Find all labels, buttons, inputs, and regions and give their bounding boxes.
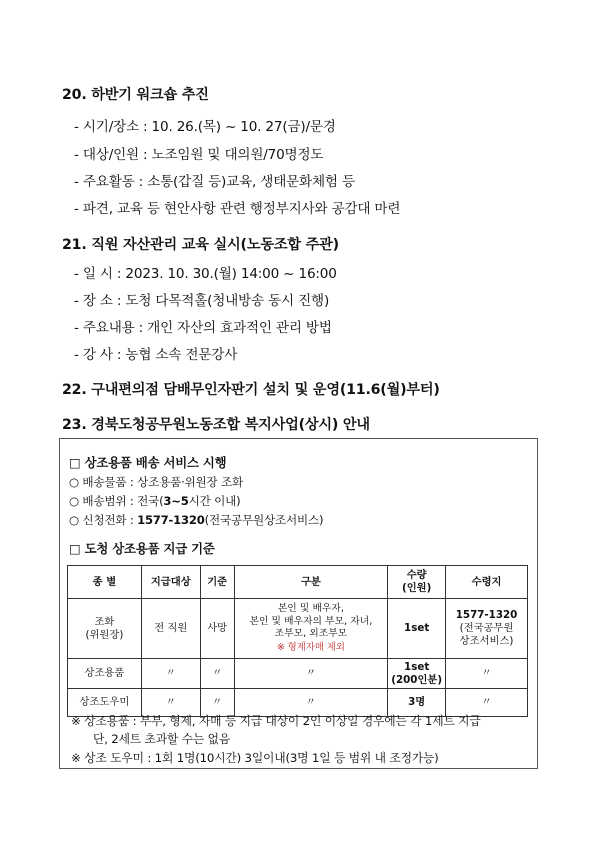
- s20-item-3: - 주요활동 : 소통(갑질 등)교육, 생태문화체험 등: [74, 174, 355, 190]
- cell-basis: 사망: [200, 599, 234, 659]
- s21-item-4: - 강 사 : 농협 소속 전문강사: [74, 347, 238, 363]
- delivery-item-range: ○ 배송범위 : 전국(3~5시간 이내): [69, 494, 241, 508]
- s20-item-1: - 시기/장소 : 10. 26.(목) ~ 10. 27(금)/문경: [74, 119, 336, 135]
- note-supplies-cont: 단, 2세트 초과할 수는 없음: [93, 732, 231, 746]
- cell-kind: 조화 (위원장): [68, 599, 142, 659]
- note-helper: ※ 상조 도우미 : 1회 1명(10시간) 3일이내(3명 1일 등 범위 내 조정가능): [71, 751, 439, 765]
- delivery-item-goods: ○ 배송물품 : 상조용품·위원장 조화: [69, 475, 244, 489]
- delivery-service-title: □ 상조용품 배송 서비스 시행: [69, 455, 227, 470]
- cell-qty: 1set: [388, 599, 446, 659]
- th-place: 수령지: [446, 566, 528, 599]
- cell-division: 〃: [234, 689, 388, 717]
- th-basis: 기준: [200, 566, 234, 599]
- division-note: ※ 형제자매 제외: [276, 641, 345, 653]
- section-22-title: 22. 구내편의점 담배무인자판기 설치 및 운영(11.6(월)부터): [62, 382, 440, 398]
- s21-item-2: - 장 소 : 도청 다목적홀(청내방송 동시 진행): [74, 293, 330, 309]
- th-qty: 수량 (인원): [388, 566, 446, 599]
- standard-title: □ 도청 상조용품 지급 기준: [69, 541, 215, 556]
- cell-target: 〃: [141, 689, 200, 717]
- s21-item-1: - 일 시 : 2023. 10. 30.(월) 14:00 ~ 16:00: [74, 266, 337, 282]
- table-header-row: [68, 566, 528, 599]
- cell-target: 전 직원: [141, 599, 200, 659]
- cell-place: 1577-1320 (전국공무원 상조서비스): [446, 599, 528, 659]
- cell-basis: 〃: [200, 689, 234, 717]
- cell-target: 〃: [141, 659, 200, 689]
- section-23-title: 23. 경북도청공무원노동조합 복지사업(상시) 안내: [62, 417, 370, 433]
- th-kind: 종 별: [68, 566, 142, 599]
- cell-division: 본인 및 배우자, 본인 및 배우자의 부모, 자녀, 조부모, 외조부모 ※ 형제자매 제외: [234, 599, 388, 659]
- cell-kind: 상조도우미: [68, 689, 142, 717]
- cell-division: 〃: [234, 659, 388, 689]
- table-row: [68, 659, 528, 689]
- s20-item-4: - 파견, 교육 등 현안사항 관련 행정부지사와 공감대 마련: [74, 201, 401, 217]
- note-supplies: ※ 상조용품 : 부부, 형제, 자매 등 지급 대상이 2인 이상일 경우에는 각 1세트 지급: [71, 714, 481, 728]
- cell-kind: 상조용품: [68, 659, 142, 689]
- s21-item-3: - 주요내용 : 개인 자산의 효과적인 관리 방법: [74, 320, 332, 336]
- s20-item-2: - 대상/인원 : 노조임원 및 대의원/70명정도: [74, 147, 324, 163]
- section-21-title: 21. 직원 자산관리 교육 실시(노동조합 주관): [62, 237, 339, 253]
- cell-qty: 1set (200인분): [388, 659, 446, 689]
- delivery-item-phone: ○ 신청전화 : 1577-1320(전국공무원상조서비스): [69, 513, 324, 527]
- th-division: 구분: [234, 566, 388, 599]
- supply-standard-table: [67, 565, 528, 717]
- cell-qty: 3명: [388, 689, 446, 717]
- th-target: 지급대상: [141, 566, 200, 599]
- cell-place: 〃: [446, 659, 528, 689]
- section-20-title: 20. 하반기 워크숍 추진: [62, 87, 209, 103]
- cell-basis: 〃: [200, 659, 234, 689]
- welfare-info-box: [59, 438, 538, 769]
- cell-place: 〃: [446, 689, 528, 717]
- table-row: [68, 599, 528, 659]
